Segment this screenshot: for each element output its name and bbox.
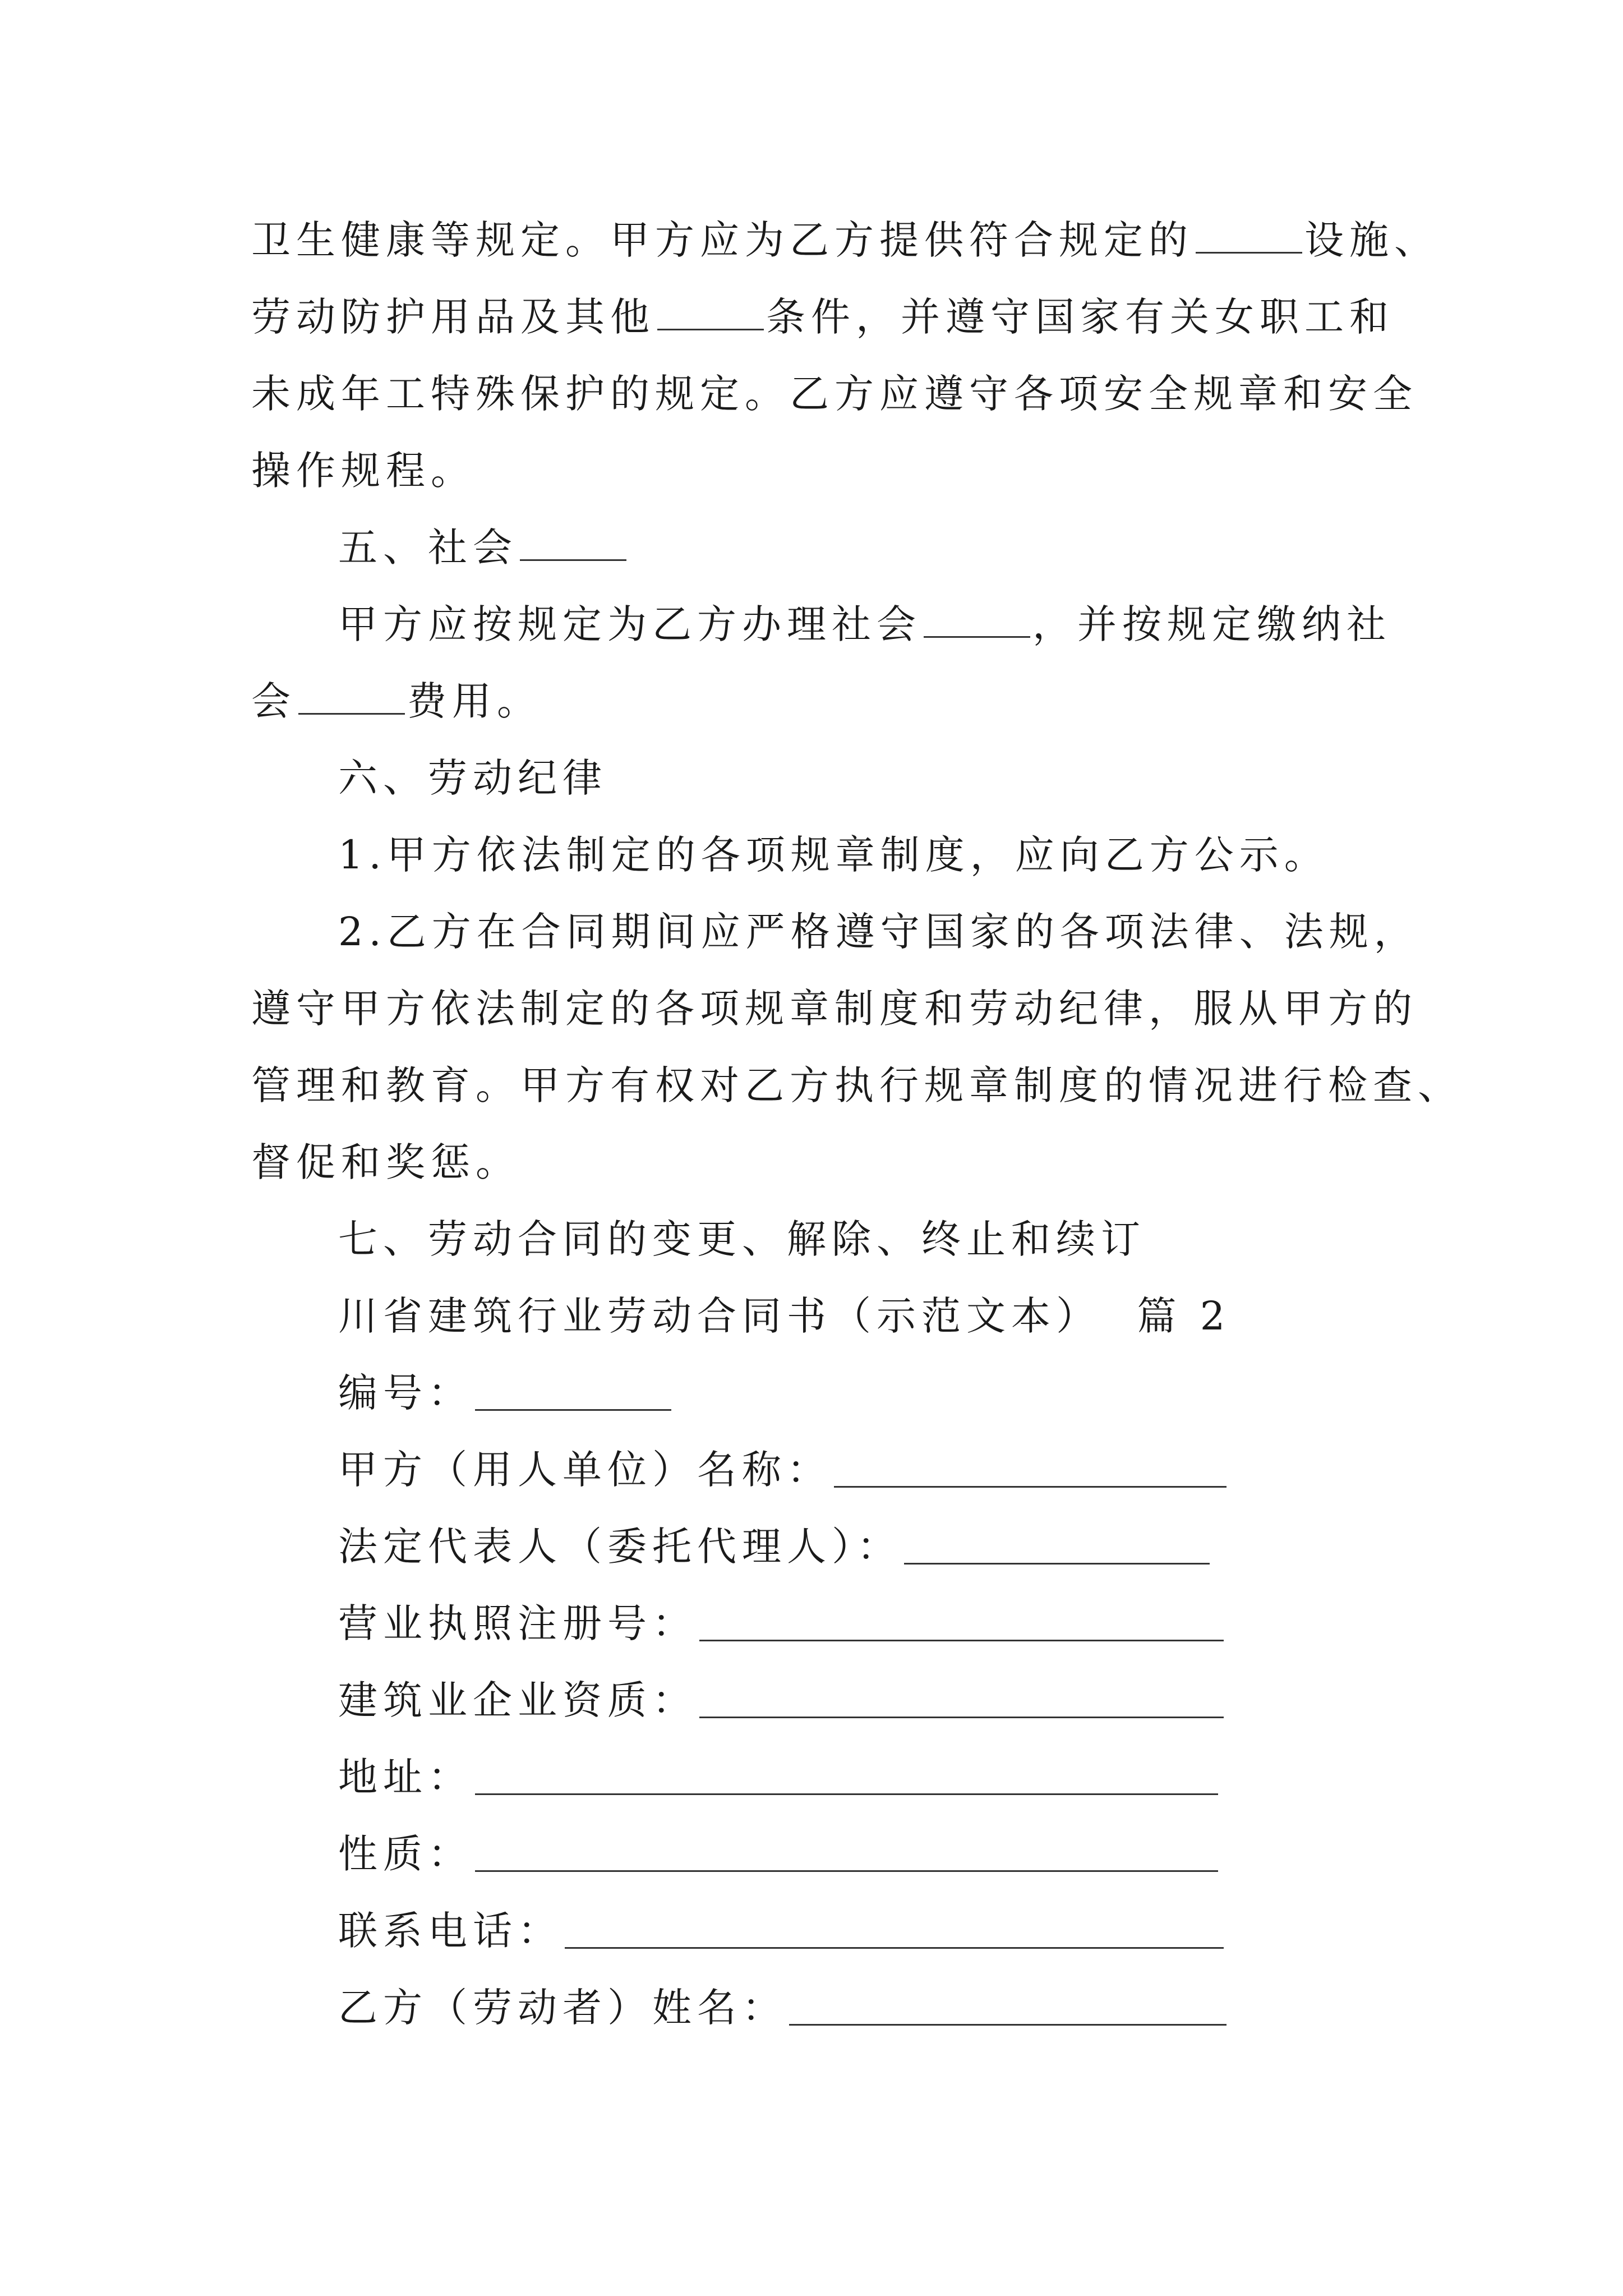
fill-in-blank [520,558,626,561]
fill-in-blank [298,712,405,715]
list-item: 2.乙方在合同期间应严格遵守国家的各项法律、法规， [338,909,1419,955]
form-field-employer-name [251,1432,1418,1508]
field-underline [475,1869,1218,1872]
text-run: 设施、 [1304,217,1439,263]
paragraph-line [251,586,1418,663]
field-underline [565,1946,1224,1949]
paragraph-line: 督促和奖惩。 [251,1139,520,1185]
field-underline [904,1562,1210,1565]
paragraph-line [251,202,1439,279]
section-heading: 六、劳动纪律 [338,755,607,801]
form-field-phone [251,1893,1418,1970]
field-underline [834,1485,1227,1488]
paragraph-line [251,663,1418,740]
field-underline [789,2023,1227,2026]
field-label: 编号： [338,1370,473,1416]
text-run: 会 [251,678,296,724]
fill-in-blank [924,635,1030,638]
form-field-legal-representative [251,1508,1418,1585]
field-label: 营业执照注册号： [338,1600,697,1646]
field-label: 乙方（劳动者）姓名： [338,1985,787,2031]
section-heading: 七、劳动合同的变更、解除、终止和续订 [338,1216,1146,1262]
form-field-nature [251,1816,1418,1893]
paragraph-line: 未成年工特殊保护的规定。乙方应遵守各项安全规章和安全 [251,371,1418,417]
fill-in-blank [1196,251,1302,254]
field-label: 建筑业企业资质： [338,1677,697,1723]
fill-in-blank [657,328,764,330]
paragraph-line [251,279,1418,356]
text-run: 甲方应按规定为乙方办理社会 [338,601,921,647]
section-heading [251,509,1418,586]
form-field-qualification [251,1662,1418,1739]
field-label: 法定代表人（委托代理人）： [338,1524,902,1570]
field-label: 联系电话： [338,1908,562,1954]
text-run: 条件，并遵守国家有关女职工和 [766,294,1394,340]
field-label: 性质： [338,1831,473,1877]
field-underline [699,1639,1224,1641]
paragraph-line: 操作规程。 [251,448,476,494]
form-field-address [251,1739,1418,1816]
field-label: 甲方（用人单位）名称： [338,1447,832,1493]
text-run: 劳动防护用品及其他 [251,294,655,340]
text-run: 费用。 [407,678,542,724]
paragraph-line: 管理和教育。甲方有权对乙方执行规章制度的情况进行检查、 [251,1062,1463,1108]
form-field-employee-name [251,1970,1418,2046]
heading-text: 五、社会 [338,524,518,570]
field-label: 地址： [338,1754,473,1800]
form-field-number [251,1355,1418,1432]
document-body [251,202,1463,2046]
text-run: 卫生健康等规定。甲方应为乙方提供符合规定的 [251,217,1193,263]
contract-title: 川省建筑行业劳动合同书（示范文本） 篇 2 [338,1293,1231,1339]
text-run: ，并按规定缴纳社 [1032,601,1391,647]
list-item: 1.甲方依法制定的各项规章制度，应向乙方公示。 [338,832,1329,878]
field-underline [475,1792,1218,1795]
form-field-license-number [251,1585,1418,1662]
field-underline [475,1408,671,1411]
field-underline [699,1715,1224,1718]
paragraph-line: 遵守甲方依法制定的各项规章制度和劳动纪律，服从甲方的 [251,986,1418,1032]
